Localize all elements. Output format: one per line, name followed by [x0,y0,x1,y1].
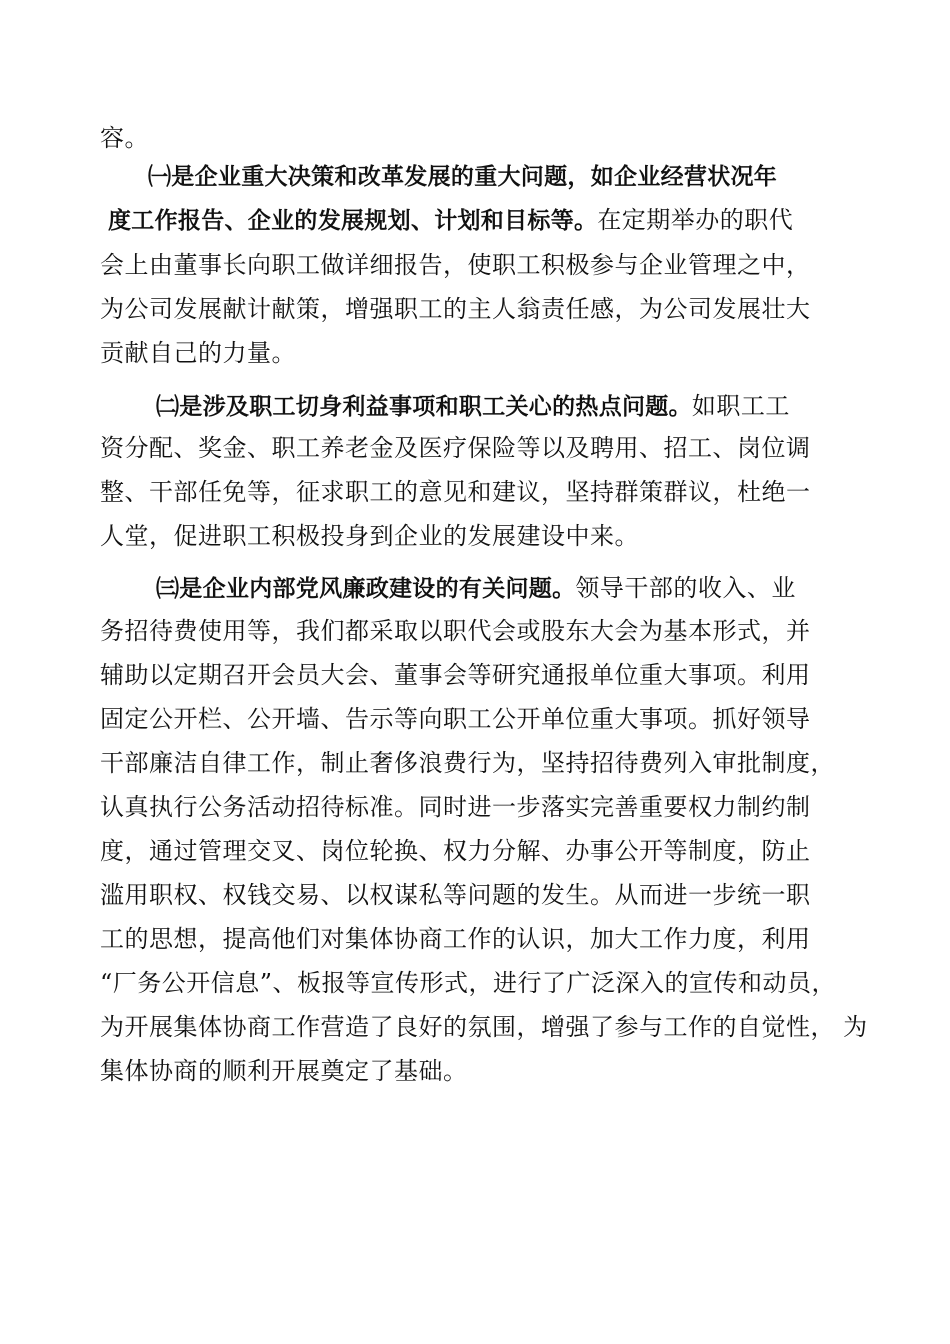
intro-tail-text: 容。 [100,124,149,152]
paragraph-line [100,922,811,956]
paragraph-line [108,203,793,237]
section-3-text: 认真执行公务活动招待标准。同时进一步落实完善重要权力制约制 [100,793,811,821]
section-2-text: 资分配、奖金、职工养老金及医疗保险等以及聘用、招工、岗位调 [100,434,811,462]
section-3-text: 集体协商的顺利开展奠定了基础。 [100,1057,468,1085]
paragraph-line [100,790,811,824]
paragraph-line [100,248,811,282]
section-1-heading-line [148,159,777,193]
section-3-text: 为开展集体协商工作营造了良好的氛围，增强了参与工作的自觉性， 为 [100,1013,868,1041]
section-2-text: 整、干部任免等，征求职工的意见和建议，坚持群策群议，杜绝一 [100,478,811,506]
paragraph-line [100,121,149,155]
paragraph-line [100,519,639,553]
paragraph-line [100,431,811,465]
section-3-first-line [156,571,796,605]
section-1-text: 贡献自己的力量。 [100,339,296,367]
section-3-text: 干部廉洁自律工作，制止奢侈浪费行为，坚持招待费列入审批制度， [100,749,835,777]
paragraph-line [100,475,811,509]
paragraph-line [100,658,811,692]
paragraph-line [100,1010,868,1044]
paragraph-line [100,746,835,780]
section-1-heading-cont: 度工作报告、企业的发展规划、计划和目标等。 [108,208,598,234]
section-3-heading: ㈢是企业内部党风廉政建设的有关问题。 [156,576,576,602]
paragraph-line [100,966,836,1000]
section-1-text: 在定期举办的职代 [597,206,794,234]
section-3-text: 务招待费使用等，我们都采取以职代会或股东大会为基本形式，并 [100,617,811,645]
section-3-text: “厂务公开信息”、板报等宣传形式，进行了广泛深入的宣传和动员， [100,969,837,997]
paragraph-line [100,878,811,912]
paragraph-line [100,1054,468,1088]
section-1-text: 会上由董事长向职工做详细报告，使职工积极参与企业管理之中， [100,251,811,279]
section-2-first-line [156,389,790,423]
paragraph-line [100,834,811,868]
paragraph-line [100,292,811,326]
section-2-text: 人堂，促进职工积极投身到企业的发展建设中来。 [100,522,639,550]
section-1-heading: ㈠是企业重大决策和改革发展的重大问题，如企业经营状况年 [148,164,778,190]
section-3-text: 固定公开栏、公开墙、告示等向职工公开单位重大事项。抓好领导 [100,705,811,733]
section-2-text: 如职工工 [691,392,790,420]
paragraph-line [100,614,811,648]
section-1-text: 为公司发展献计献策，增强职工的主人翁责任感，为公司发展壮大 [100,295,811,323]
section-3-text: 工的思想，提高他们对集体协商工作的认识，加大工作力度，利用 [100,925,811,953]
section-3-text: 滥用职权、权钱交易、以权谋私等问题的发生。从而进一步统一职 [100,881,811,909]
section-3-text: 度，通过管理交叉、岗位轮换、权力分解、办事公开等制度，防止 [100,837,811,865]
section-3-text: 辅助以定期召开会员大会、董事会等研究通报单位重大事项。利用 [100,661,811,689]
section-2-heading: ㈡是涉及职工切身利益事项和职工关心的热点问题。 [156,394,692,420]
paragraph-line [100,336,296,370]
section-3-text: 领导干部的收入、业 [575,574,796,602]
paragraph-line [100,702,811,736]
